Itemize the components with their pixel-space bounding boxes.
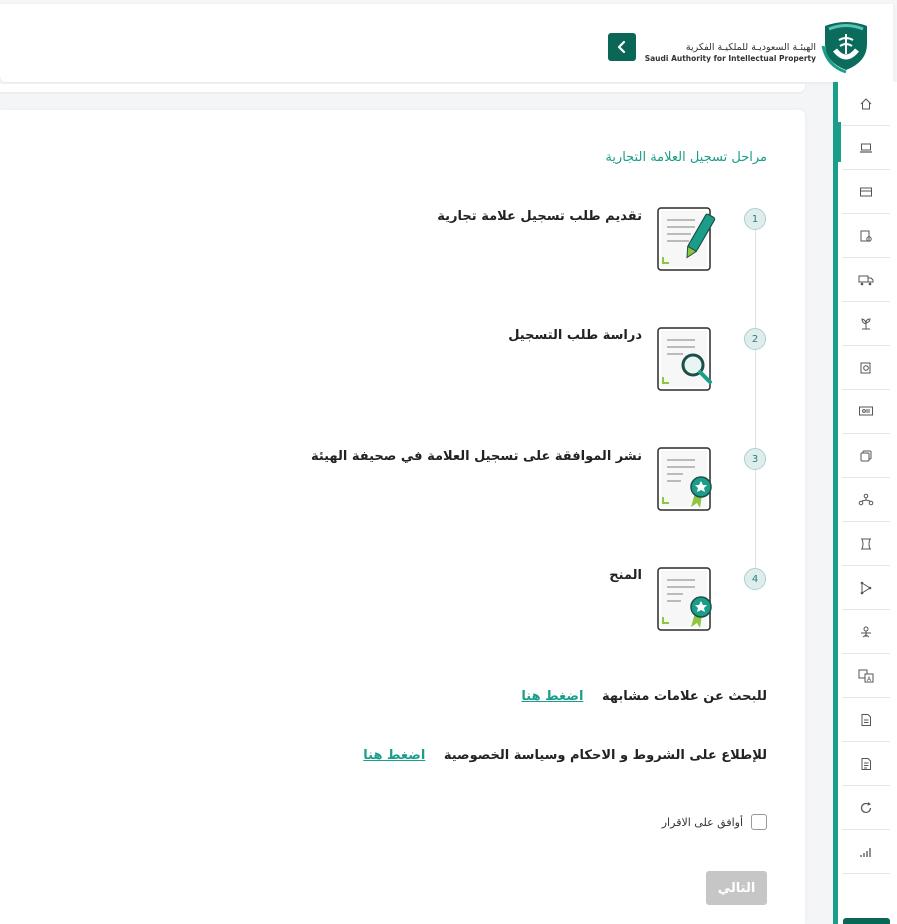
search-similar-text: للبحث عن علامات مشابهة [601, 689, 767, 704]
gear-doc-icon [859, 361, 873, 375]
terms-line [363, 748, 767, 763]
step-label-1: تقديم طلب تسجيل علامة تجارية [437, 209, 642, 224]
sidebar-item-laptop[interactable] [842, 126, 890, 170]
sidebar-item-presentation[interactable] [842, 390, 890, 434]
home-icon [859, 97, 873, 111]
card-icon [859, 185, 873, 199]
sidebar [833, 82, 897, 924]
step-number-1: 1 [744, 208, 766, 230]
sidebar-item-refresh[interactable] [842, 786, 890, 830]
terms-text: للإطلاع على الشروط و الاحكام وسياسة الخصوصية [443, 748, 767, 763]
sidebar-item-file-text[interactable] [842, 742, 890, 786]
saip-logo-icon [817, 16, 875, 74]
sidebar-accent-line [833, 82, 838, 924]
sidebar-item-scroll[interactable] [842, 522, 890, 566]
sidebar-item-gear-doc[interactable] [842, 346, 890, 390]
step-label-2: دراسة طلب التسجيل [508, 328, 642, 343]
file-icon [859, 713, 873, 727]
search-similar-link[interactable]: اضغط هنا [521, 689, 584, 704]
network-icon [858, 493, 874, 507]
person-network-icon [859, 625, 873, 639]
translate-icon [858, 669, 874, 683]
truck-icon [858, 273, 874, 287]
chart-icon [859, 845, 873, 859]
secondary-bar [0, 84, 805, 92]
document-pen-icon [655, 205, 717, 271]
refresh-icon [859, 801, 873, 815]
sidebar-scrollbar[interactable] [838, 122, 841, 162]
scroll-icon [859, 537, 873, 551]
step-label-4: المنح [609, 568, 642, 583]
logo-arabic-name: الهيئـة السعوديـة للملكيـة الفكرية [685, 42, 816, 53]
document-badge-icon [655, 565, 717, 631]
document-badge-icon [655, 445, 717, 511]
share-icon [859, 581, 873, 595]
step-number-3: 3 [744, 448, 766, 470]
search-similar-line [521, 689, 767, 704]
presentation-icon [858, 405, 874, 419]
sidebar-item-chart[interactable] [842, 830, 890, 874]
sidebar-item-network[interactable] [842, 478, 890, 522]
agree-label: أوافق على الاقرار [661, 815, 743, 829]
step-label-3: نشر الموافقة على تسجيل العلامة في صحيفة الهيئة [310, 449, 642, 464]
step-number-4: 4 [744, 568, 766, 590]
sidebar-item-share[interactable] [842, 566, 890, 610]
sidebar-item-card[interactable] [842, 170, 890, 214]
page-title: مراحل تسجيل العلامة التجارية [605, 150, 767, 165]
document-search-icon [655, 325, 717, 391]
sidebar-item-document-settings[interactable] [842, 214, 890, 258]
sidebar-item-file[interactable] [842, 698, 890, 742]
sidebar-item-copy[interactable] [842, 434, 890, 478]
terms-link[interactable]: اضغط هنا [363, 748, 426, 763]
chevron-left-icon [615, 40, 629, 54]
steps-timeline-line [755, 219, 756, 579]
copy-icon [859, 449, 873, 463]
sidebar-item-truck[interactable] [842, 258, 890, 302]
sidebar-bottom-tab[interactable] [843, 918, 890, 924]
svg-text:A: A [867, 675, 872, 683]
next-button[interactable]: التالي [706, 871, 767, 905]
top-header [0, 4, 893, 82]
back-button[interactable] [608, 33, 636, 61]
logo-english-name: Saudi Authority for Intellectual Property [644, 54, 816, 63]
step-number-2: 2 [744, 328, 766, 350]
agree-checkbox[interactable] [751, 814, 767, 830]
sidebar-item-home[interactable] [842, 82, 890, 126]
sidebar-item-translate[interactable] [842, 654, 890, 698]
sidebar-item-plant[interactable] [842, 302, 890, 346]
plant-icon [859, 317, 873, 331]
laptop-icon [859, 141, 873, 155]
logo-text [645, 42, 816, 64]
document-settings-icon [859, 229, 873, 243]
file-text-icon [859, 757, 873, 771]
agree-row [662, 814, 767, 830]
sidebar-item-person-network[interactable] [842, 610, 890, 654]
